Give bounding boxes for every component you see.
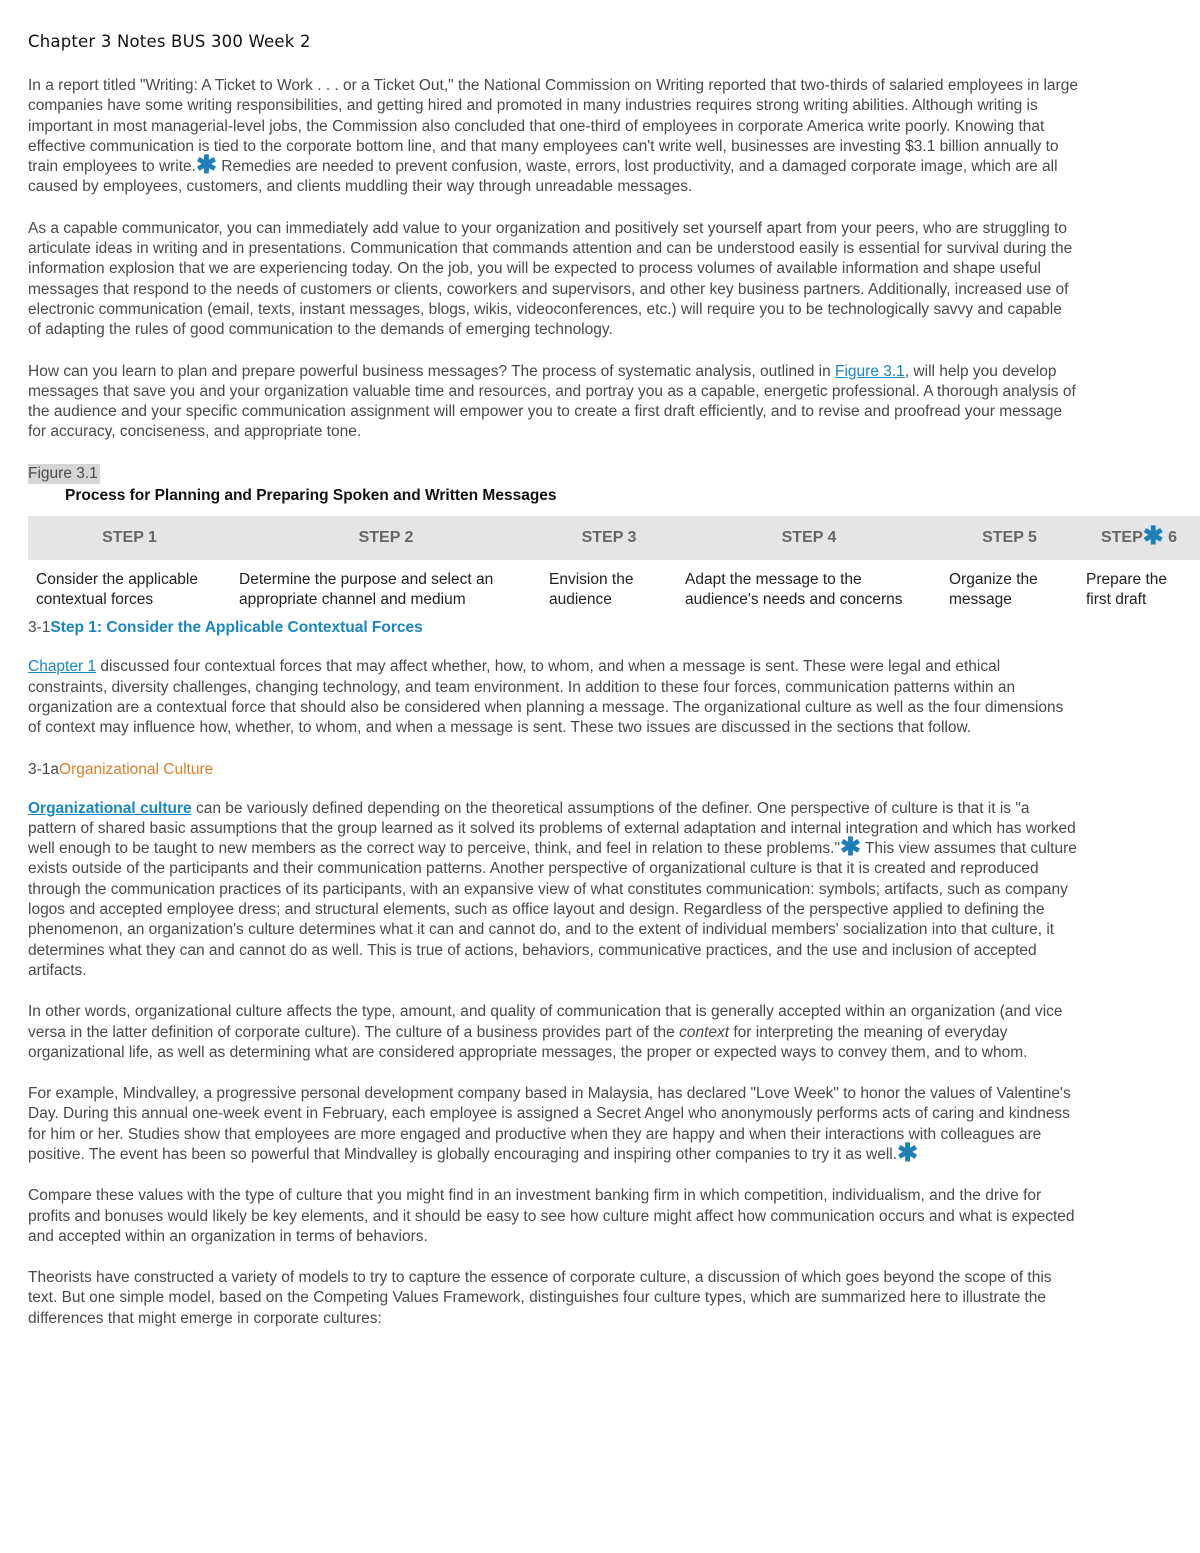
section-3-1a-paragraph-5: Theorists have constructed a variety of models to try to capture the essence of corporate culture, a discussion of which goes beyond the scope of this text. But one simple model, based on the Competing Values Framework, distinguishes four culture types, which are summarized here to illustrate the differences that might emerge in corporate cultures: xyxy=(28,1269,1052,1327)
section-title: Organizational Culture xyxy=(59,760,214,778)
footnote-star-icon[interactable]: ✱ xyxy=(196,151,217,180)
step-header: STEP 1 xyxy=(28,516,231,560)
section-3-1-heading xyxy=(28,618,1178,638)
chapter-1-link[interactable]: Chapter 1 xyxy=(28,658,97,676)
footnote-star-icon[interactable]: ✱ xyxy=(1142,521,1164,550)
section-3-1-text: discussed four contextual forces that may affect whether, how, to whom, and when a message is sent. These were legal and ethical constraints, diversity challenges, changing technology, and team environment. In addition to these four forces, communication patterns within an organization are a contextual force that should also be considered when planning a message. The organizational culture as well as the four dimensions of context may influence how, whether, to whom, and when a message is sent. These two issues are discussed in the sections that follow. xyxy=(28,658,1064,737)
step-header: STEP 2 xyxy=(231,516,541,560)
step-6-header-number: 6 xyxy=(1163,528,1178,546)
step-header: STEP 5 xyxy=(941,516,1078,560)
intro-p1-text-a: In a report titled "Writing: A Ticket to Work . . . or a Ticket Out," the National Commission on Writing reported that two-thirds of salaried employees in large companies have some writing responsibilities, and getting hired and promoted in many industries requires strong writing abilities. Although writing is important in most managerial-level jobs, the Commission also concluded that one-third of employees in corporate America write poorly. Knowing that effective communication is tied to the corporate bottom line, and that many employees can't write well, businesses are investing $3.1 billion annually to train employees to write. xyxy=(28,77,1078,176)
organizational-culture-glossary-link[interactable]: Organizational culture xyxy=(28,799,192,817)
step-description: Organize the message xyxy=(949,570,1038,609)
emphasis-context: context xyxy=(679,1023,730,1041)
intro-paragraph-3 xyxy=(28,362,1078,443)
step-description: Envision the audience xyxy=(549,570,634,609)
figure-3-1-link[interactable]: Figure 3.1 xyxy=(835,362,905,380)
section-3-1a-p1-text-a: can be variously defined depending on the theoretical assumptions of the definer. One perspective of culture is that it is "a pattern of shared basic assumptions that the group learned as it solved its problems of external adaptation and internal integration and which has worked well enough to be taught to new members as the correct way to perceive, think, and feel in relation to these problems." xyxy=(28,799,1076,858)
section-number: 3-1 xyxy=(28,619,51,637)
figure-title: Process for Planning and Preparing Spoken and Written Messages xyxy=(65,486,557,504)
step-6-header-word: STEP xyxy=(1100,528,1143,546)
footnote-star-icon[interactable]: ✱ xyxy=(839,833,861,862)
intro-p1-text-b: Remedies are needed to prevent confusion, waste, errors, lost productivity, and a damaged corporate image, which are all caused by employees, customers, and clients muddling their way through unreadable messages. xyxy=(28,158,1058,196)
section-title: Step 1: Consider the Applicable Contextual Forces xyxy=(50,619,423,637)
step-description: Consider the applicable contextual forces xyxy=(36,570,198,609)
section-3-1a-paragraph-2 xyxy=(28,1002,1078,1063)
intro-p3-text-b: , will help you develop messages that save you and your organization valuable time and resources, and portray you as a capable, energetic professional. A thorough analysis of the audience and your specific communication assignment will empower you to create a first draft efficiently, and to revise and proofread your message for accuracy, conciseness, and appropriate tone. xyxy=(28,362,1076,441)
step-description: Determine the purpose and select an appropriate channel and medium xyxy=(239,570,494,609)
section-3-1-paragraph xyxy=(28,657,1078,738)
figure-block xyxy=(28,464,1178,615)
figure-label: Figure 3.1 xyxy=(28,464,98,482)
step-header: STEP 3 xyxy=(541,516,677,560)
section-3-1a-paragraph-4: Compare these values with the type of culture that you might find in an investment banking firm in which competition, individualism, and the drive for profits and bonuses would likely be key elements, and it should be easy to see how culture might affect how communication occurs and what is expected and accepted within an organization in terms of behaviors. xyxy=(28,1187,1075,1245)
step-description: Prepare the first draft xyxy=(1086,570,1167,609)
step-header: STEP 4 xyxy=(677,516,941,560)
section-3-1a-p3-text: For example, Mindvalley, a progressive personal development company based in Malaysia, has declared "Love Week" to honor the values of Valentine's Day. During this annual one-week event in February, each employee is assigned a Secret Angel who anonymously performs acts of caring and kindness for him or her. Studies show that employees are more engaged and productive when they are happy and when their interactions with colleagues are positive. The event has been so powerful that Mindvalley is globally encouraging and inspiring other companies to try it as well. xyxy=(28,1085,1071,1163)
intro-paragraph-1 xyxy=(28,76,1078,198)
document-title: Chapter 3 Notes BUS 300 Week 2 xyxy=(28,32,311,51)
footnote-star-icon[interactable]: ✱ xyxy=(897,1138,919,1167)
section-number: 3-1a xyxy=(28,760,60,778)
section-3-1a-heading xyxy=(28,760,1178,780)
section-3-1a-paragraph-1 xyxy=(28,799,1078,982)
section-3-1a-p2-text-a: In other words, organizational culture affects the type, amount, and quality of communication that is generally accepted within an organization (and vice versa in the latter definition of corporate culture). The culture of a business provides part of the xyxy=(28,1003,1063,1041)
steps-table xyxy=(28,516,1200,615)
step-description: Adapt the message to the audience's needs and concerns xyxy=(685,570,903,609)
section-3-1a-paragraph-3 xyxy=(28,1084,1078,1165)
document-page xyxy=(28,30,1178,1350)
step-header xyxy=(1078,516,1200,560)
intro-paragraph-2: As a capable communicator, you can immediately add value to your organization and positively set yourself apart from your peers, who are struggling to articulate ideas in writing and in presentations. Communication that commands attention and can be understood easily is essential for survival during the information explosion that we are experiencing today. On the job, you will be expected to process volumes of available information and shape useful messages that respond to the needs of customers or clients, coworkers and supervisors, and other key business partners. Additionally, increased use of electronic communication (email, texts, instant messages, blogs, wikis, videoconferences, etc.) will require you to be technologically savvy and capable of adapting the rules of good communication to the demands of emerging technology. xyxy=(28,219,1073,339)
section-3-1a-p1-text-b: This view assumes that culture exists outside of the participants and their communication patterns. Another perspective of organizational culture is that it is created and reproduced through the communication practices of its participants, with an expansive view of what constitutes communication: symbols; artifacts, such as company logos and accepted employee dress; and structural elements, such as office layout and design. Regardless of the perspective applied to defining the phenomenon, an organization's culture determines what it can and cannot do, and to the extent of individual members' socialization into that culture, it determines what they can and cannot do as well. This is true of actions, behaviors, communicative practices, and the use and inclusion of accepted artifacts. xyxy=(28,840,1077,979)
steps-body-row xyxy=(28,560,1200,615)
intro-p3-text-a: How can you learn to plan and prepare powerful business messages? The process of systematic analysis, outlined in xyxy=(28,362,836,380)
section-3-1a-p2-text-b: for interpreting the meaning of everyday organizational life, as well as determining what are considered appropriate messages, the proper or expected ways to convey them, and to whom. xyxy=(28,1023,1028,1061)
steps-header-row xyxy=(28,516,1200,560)
